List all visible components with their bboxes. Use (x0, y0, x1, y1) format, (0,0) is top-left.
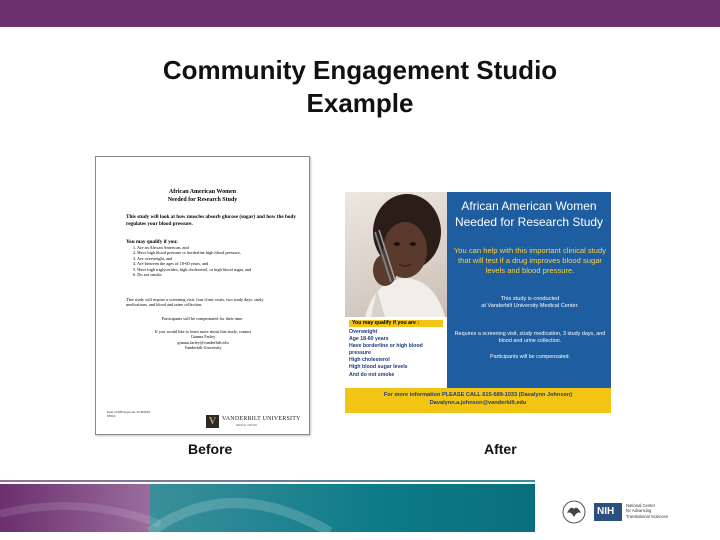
before-flyer-compensation: Participants will be compensated for their time. (161, 316, 244, 321)
after-flyer-conducted (449, 296, 611, 311)
footer-band-curves (0, 484, 535, 532)
list-item: 5. Have high triglycerides, high cholesterol, or high blood sugar, and (133, 266, 252, 272)
before-flyer-approval (107, 410, 177, 418)
vanderbilt-wordmark: VANDERBILT UNIVERSITY (222, 416, 301, 422)
top-accent-bar (0, 0, 720, 27)
before-label: Before (188, 441, 233, 457)
list-item: And do not smoke (349, 371, 395, 378)
list-item: Overweight (349, 329, 378, 335)
headline-line2: Needed for Research Study (454, 215, 604, 229)
nih-logo: NIH (594, 503, 622, 521)
list-item: 6. Do not smoke. (133, 272, 163, 278)
list-item: 1. Are an African American, and (133, 245, 189, 250)
after-flyer-qualify-box (345, 317, 447, 388)
after-flyer-headline (447, 198, 611, 230)
participant-photo (345, 192, 447, 317)
list-item: 2. Have high blood pressure or borderline high blood pressure, (133, 250, 241, 256)
after-label: After (484, 441, 517, 457)
after-flyer-requirements: Requires a screening visit, study medication, 3 study days, and blood and urine collection. (454, 331, 606, 345)
contact-email: gianna.farley@vanderbilt.edu (177, 339, 229, 345)
ncats-label (626, 503, 696, 519)
woman-portrait-image (345, 192, 447, 317)
slide-title-line2: Example (306, 88, 414, 118)
ncats-line2: for Advancing (626, 508, 652, 514)
after-flyer-compensation: Participants will be compensated. (489, 354, 570, 360)
hhs-eagle-icon (561, 499, 587, 525)
contact-org: Vanderbilt University (184, 345, 222, 351)
before-flyer-title (96, 188, 309, 204)
vanderbilt-subtext: MEDICAL CENTER (236, 424, 258, 427)
before-flyer-contact (138, 329, 268, 351)
qualify-heading: You may qualify if you are : (349, 320, 443, 327)
footer-divider (0, 480, 535, 482)
list-item: Age 18-60 years (349, 336, 389, 343)
before-flyer-title-line1: African American Women (168, 189, 237, 195)
list-item: 4. Are between the ages of 18-60 years, and (133, 261, 209, 267)
after-flyer-criteria-list (349, 329, 445, 379)
list-item: 3. Are overweight, and (133, 255, 173, 261)
contact-line: If you would like to learn more about this study, contact (154, 329, 252, 334)
before-flyer-qualify-heading: You may qualify if you: (126, 239, 178, 245)
headline-line1: African American Women (461, 199, 597, 213)
list-item: High blood sugar levels (349, 364, 408, 371)
after-flyer-contact-banner (345, 388, 611, 413)
approval-date: Date of IRB Approval: 5/18/2018 (107, 410, 151, 414)
contact-name: Gianna Farley (190, 334, 216, 340)
footer-color-band (0, 484, 535, 532)
list-item: High cholesterol (349, 357, 390, 364)
contact-email-line: Davalynn.a.johnson@vanderbilt.edu (429, 400, 527, 406)
conducted-line2: at Vanderbilt University Medical Center. (481, 303, 579, 310)
approval-expiry: 5/5/19 (107, 414, 116, 418)
ncats-line3: Translational Sciences (626, 513, 668, 519)
vanderbilt-v-icon: V (206, 415, 219, 428)
before-flyer-title-line2: Needed for Research Study (167, 197, 238, 203)
before-flyer-criteria-list (133, 245, 273, 277)
after-flyer (345, 192, 611, 413)
before-flyer (95, 156, 310, 435)
slide-title (0, 54, 720, 120)
slide-title-line1: Community Engagement Studio (162, 55, 558, 85)
list-item: Have borderline or high blood pressure (349, 343, 423, 357)
ncats-line1: National Center (626, 503, 656, 508)
conducted-line1: This study is conducted (500, 296, 560, 302)
before-flyer-intro: This study will look at how muscles absorb glucose (sugar) and how the body regulates your blood pressure. (126, 214, 296, 227)
vanderbilt-logo (206, 415, 302, 429)
contact-phone-line: For more information PLEASE CALL 615-689-1033 (Davalynn Johnson) (383, 392, 573, 398)
after-flyer-help-text: You can help with this important clinical study that will test if a drug improves blood sugar levels and blood pressure. (453, 246, 607, 275)
before-flyer-requirements: This study will require a screening visit, four clinic visits, two study days, study medications, and blood and urine collection. (126, 297, 264, 308)
